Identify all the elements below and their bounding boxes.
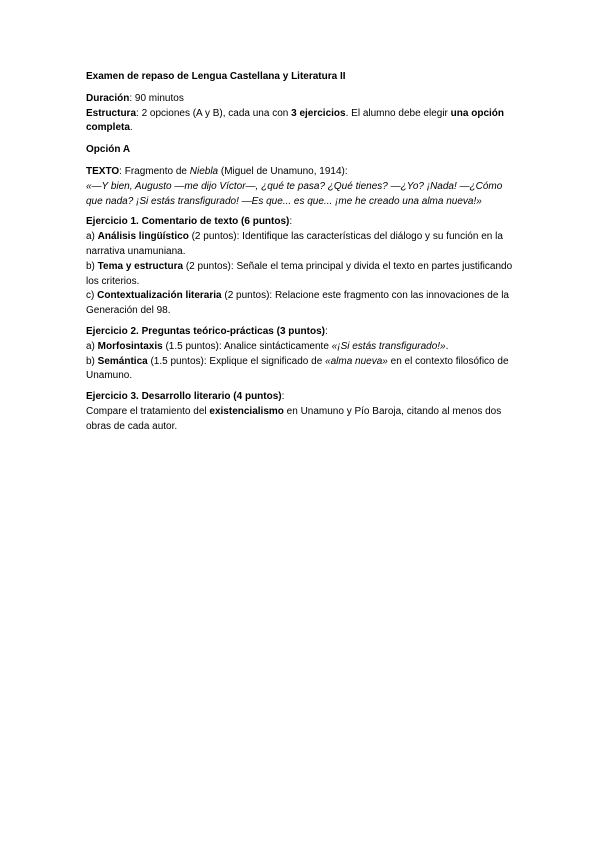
- item-prefix: c): [86, 290, 98, 302]
- item-text: (1.5 puntos): Explique el significado de: [147, 355, 326, 367]
- structure-text: : 2 opciones (A y B), cada una con: [136, 107, 292, 119]
- duration-label: Duración: [86, 92, 130, 104]
- texto-line: [86, 165, 516, 180]
- exercise-3-text: [86, 405, 516, 435]
- item-prefix: a): [86, 340, 98, 352]
- item-text: Compare el tratamiento del: [86, 405, 210, 417]
- texto-quote-text: «—Y bien, Augusto —me dijo Víctor—, ¿qué te pasa? ¿Qué tienes? —¿Yo? ¡Nada! —¿Cómo que nada? ¡Si estás transfigurado! —Es que... es que... ¡me he creado una alma nueva!»: [86, 180, 503, 207]
- item-text: en Unamuno y Pío Baroja, citando al menos dos obras de cada autor.: [86, 405, 502, 432]
- item-title: Semántica: [97, 355, 148, 367]
- item-text: (2 puntos): Señale el tema principal y divida el texto en partes justificando los criterios.: [86, 260, 513, 287]
- exercise-1-item-c: [86, 289, 516, 319]
- exam-document: [86, 70, 516, 435]
- item-title: Tema y estructura: [97, 260, 184, 272]
- item-title: Contextualización literaria: [97, 290, 222, 302]
- structure-text: . El alumno debe elegir: [345, 107, 451, 119]
- duration-line: [86, 92, 516, 107]
- item-prefix: a): [86, 231, 98, 243]
- item-text: (1.5 puntos): Analice sintácticamente: [162, 340, 332, 352]
- exercise-2-item-a: [86, 340, 516, 355]
- exercise-3-heading: [86, 390, 516, 405]
- duration-value: : 90 minutos: [129, 92, 184, 104]
- texto-work-title: Niebla: [189, 165, 219, 177]
- item-text: .: [445, 340, 449, 352]
- texto-label: TEXTO: [86, 165, 120, 177]
- exercise-1-heading: [86, 215, 516, 230]
- structure-exercises-count: 3 ejercicios: [291, 107, 346, 119]
- document-title: Examen de repaso de Lengua Castellana y Literatura II: [86, 71, 346, 82]
- item-text: en el contexto filosófico de Unamuno.: [86, 355, 509, 382]
- structure-complete-option: una opción completa: [86, 107, 505, 134]
- exercise-2-title: Ejercicio 2. Preguntas teórico-prácticas (3 puntos): [86, 325, 325, 337]
- structure-label: Estructura: [86, 107, 137, 119]
- structure-line: [86, 107, 516, 137]
- exercise-2-item-b: [86, 355, 516, 385]
- exercise-3-title: Ejercicio 3. Desarrollo literario (4 puntos): [86, 391, 282, 403]
- exercise-1-item-a: [86, 230, 516, 260]
- item-text: (2 puntos): Relacione este fragmento con las innovaciones de la Generación del 98.: [86, 290, 509, 317]
- item-quote: «¡Si estás transfigurado!»: [331, 340, 446, 352]
- heading-colon: :: [281, 391, 285, 403]
- texto-text: : Fragmento de: [119, 165, 190, 177]
- item-text: (2 puntos): Identifique las características del diálogo y su función en la narrativa unamuniana.: [86, 231, 503, 257]
- item-keyword: existencialismo: [209, 405, 284, 417]
- item-title: Análisis lingüístico: [97, 231, 189, 243]
- texto-quote: [86, 180, 516, 210]
- exercise-1-item-b: [86, 260, 516, 290]
- heading-colon: :: [289, 216, 293, 228]
- exercise-1-title: Ejercicio 1. Comentario de texto (6 puntos): [86, 216, 290, 228]
- exercise-2-heading: [86, 325, 516, 340]
- item-quote: «alma nueva»: [325, 355, 388, 367]
- option-a-heading: Opción A: [86, 144, 131, 156]
- item-prefix: b): [86, 355, 98, 367]
- item-title: Morfosintaxis: [97, 340, 163, 352]
- texto-text: (Miguel de Unamuno, 1914):: [218, 165, 348, 177]
- item-prefix: b): [86, 260, 98, 272]
- structure-text: .: [129, 122, 133, 134]
- heading-colon: :: [324, 325, 328, 337]
